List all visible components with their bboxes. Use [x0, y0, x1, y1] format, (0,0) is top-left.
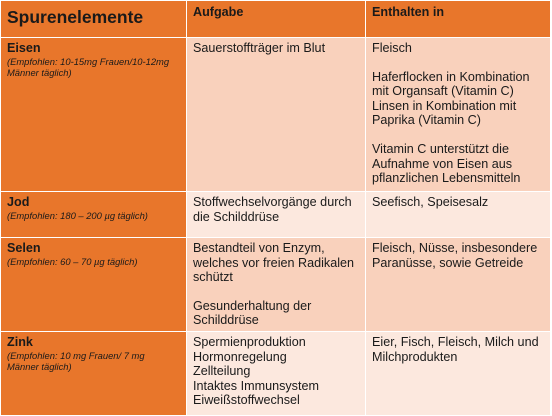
- aufgabe-line: Zellteilung: [193, 364, 251, 379]
- aufgabe-cell: [187, 238, 366, 332]
- enthalten-line: Fleisch: [372, 41, 412, 55]
- aufgabe-line: Bestandteil von Enzym, welches vor freien Radikalen schützt: [193, 241, 355, 285]
- enthalten-line: Linsen in Kombination mit Paprika (Vitamin C): [372, 98, 517, 128]
- aufgabe-line: Sauerstoffträger im Blut: [193, 41, 326, 55]
- element-cell: [1, 192, 187, 238]
- aufgabe-cell: [187, 332, 366, 416]
- aufgabe-line: Hormonregelung: [193, 349, 287, 364]
- enthalten-line: Vitamin C unterstützt die Aufnahme von Eisen aus pflanzlichen Lebensmitteln: [372, 141, 521, 186]
- header-aufgabe: Aufgabe: [187, 1, 366, 38]
- enthalten-cell: [366, 238, 551, 332]
- spacer: [372, 128, 546, 142]
- table-row-jod: [1, 192, 551, 238]
- header-row: [1, 1, 551, 38]
- aufgabe-cell: [187, 192, 366, 238]
- enthalten-line: Fleisch, Nüsse, insbesondere Paranüsse, sowie Getreide: [372, 241, 538, 270]
- element-name: Jod: [7, 195, 30, 209]
- enthalten-cell: [366, 38, 551, 192]
- element-name: Eisen: [7, 41, 41, 55]
- aufgabe-cell: [187, 38, 366, 192]
- enthalten-cell: [366, 332, 551, 416]
- element-name: Selen: [7, 241, 41, 255]
- element-recommendation: (Empfohlen: 10 mg Frauen/ 7 mg Männer täglich): [7, 350, 145, 372]
- aufgabe-line: Spermienproduktion: [193, 335, 306, 349]
- table-row-eisen: [1, 38, 551, 192]
- element-recommendation: (Empfohlen: 180 – 200 µg täglich): [7, 210, 148, 221]
- element-cell: [1, 38, 187, 192]
- table-row-selen: [1, 238, 551, 332]
- table-row-zink: [1, 332, 551, 416]
- header-spurenelemente: Spurenelemente: [1, 1, 187, 38]
- aufgabe-line: Gesunderhaltung der Schilddrüse: [193, 298, 312, 328]
- enthalten-line: Eier, Fisch, Fleisch, Milch und Milchprodukten: [372, 335, 539, 364]
- enthalten-cell: [366, 192, 551, 238]
- aufgabe-line: Eiweißstoffwechsel: [193, 393, 300, 408]
- enthalten-line: Seefisch, Speisesalz: [372, 195, 489, 209]
- element-cell: [1, 332, 187, 416]
- aufgabe-line: Intaktes Immunsystem: [193, 378, 319, 393]
- spacer: [372, 56, 546, 70]
- spacer: [193, 285, 361, 299]
- element-recommendation: (Empfohlen: 60 – 70 µg täglich): [7, 256, 138, 267]
- element-recommendation: (Empfohlen: 10-15mg Frauen/10-12mg Männer täglich): [7, 56, 170, 78]
- aufgabe-line: Stoffwechselvorgänge durch die Schilddrüse: [193, 195, 352, 224]
- element-cell: [1, 238, 187, 332]
- enthalten-line: Haferflocken in Kombination mit Organsaft (Vitamin C): [372, 69, 530, 99]
- element-name: Zink: [7, 335, 33, 349]
- header-enthalten-in: Enthalten in: [366, 1, 551, 38]
